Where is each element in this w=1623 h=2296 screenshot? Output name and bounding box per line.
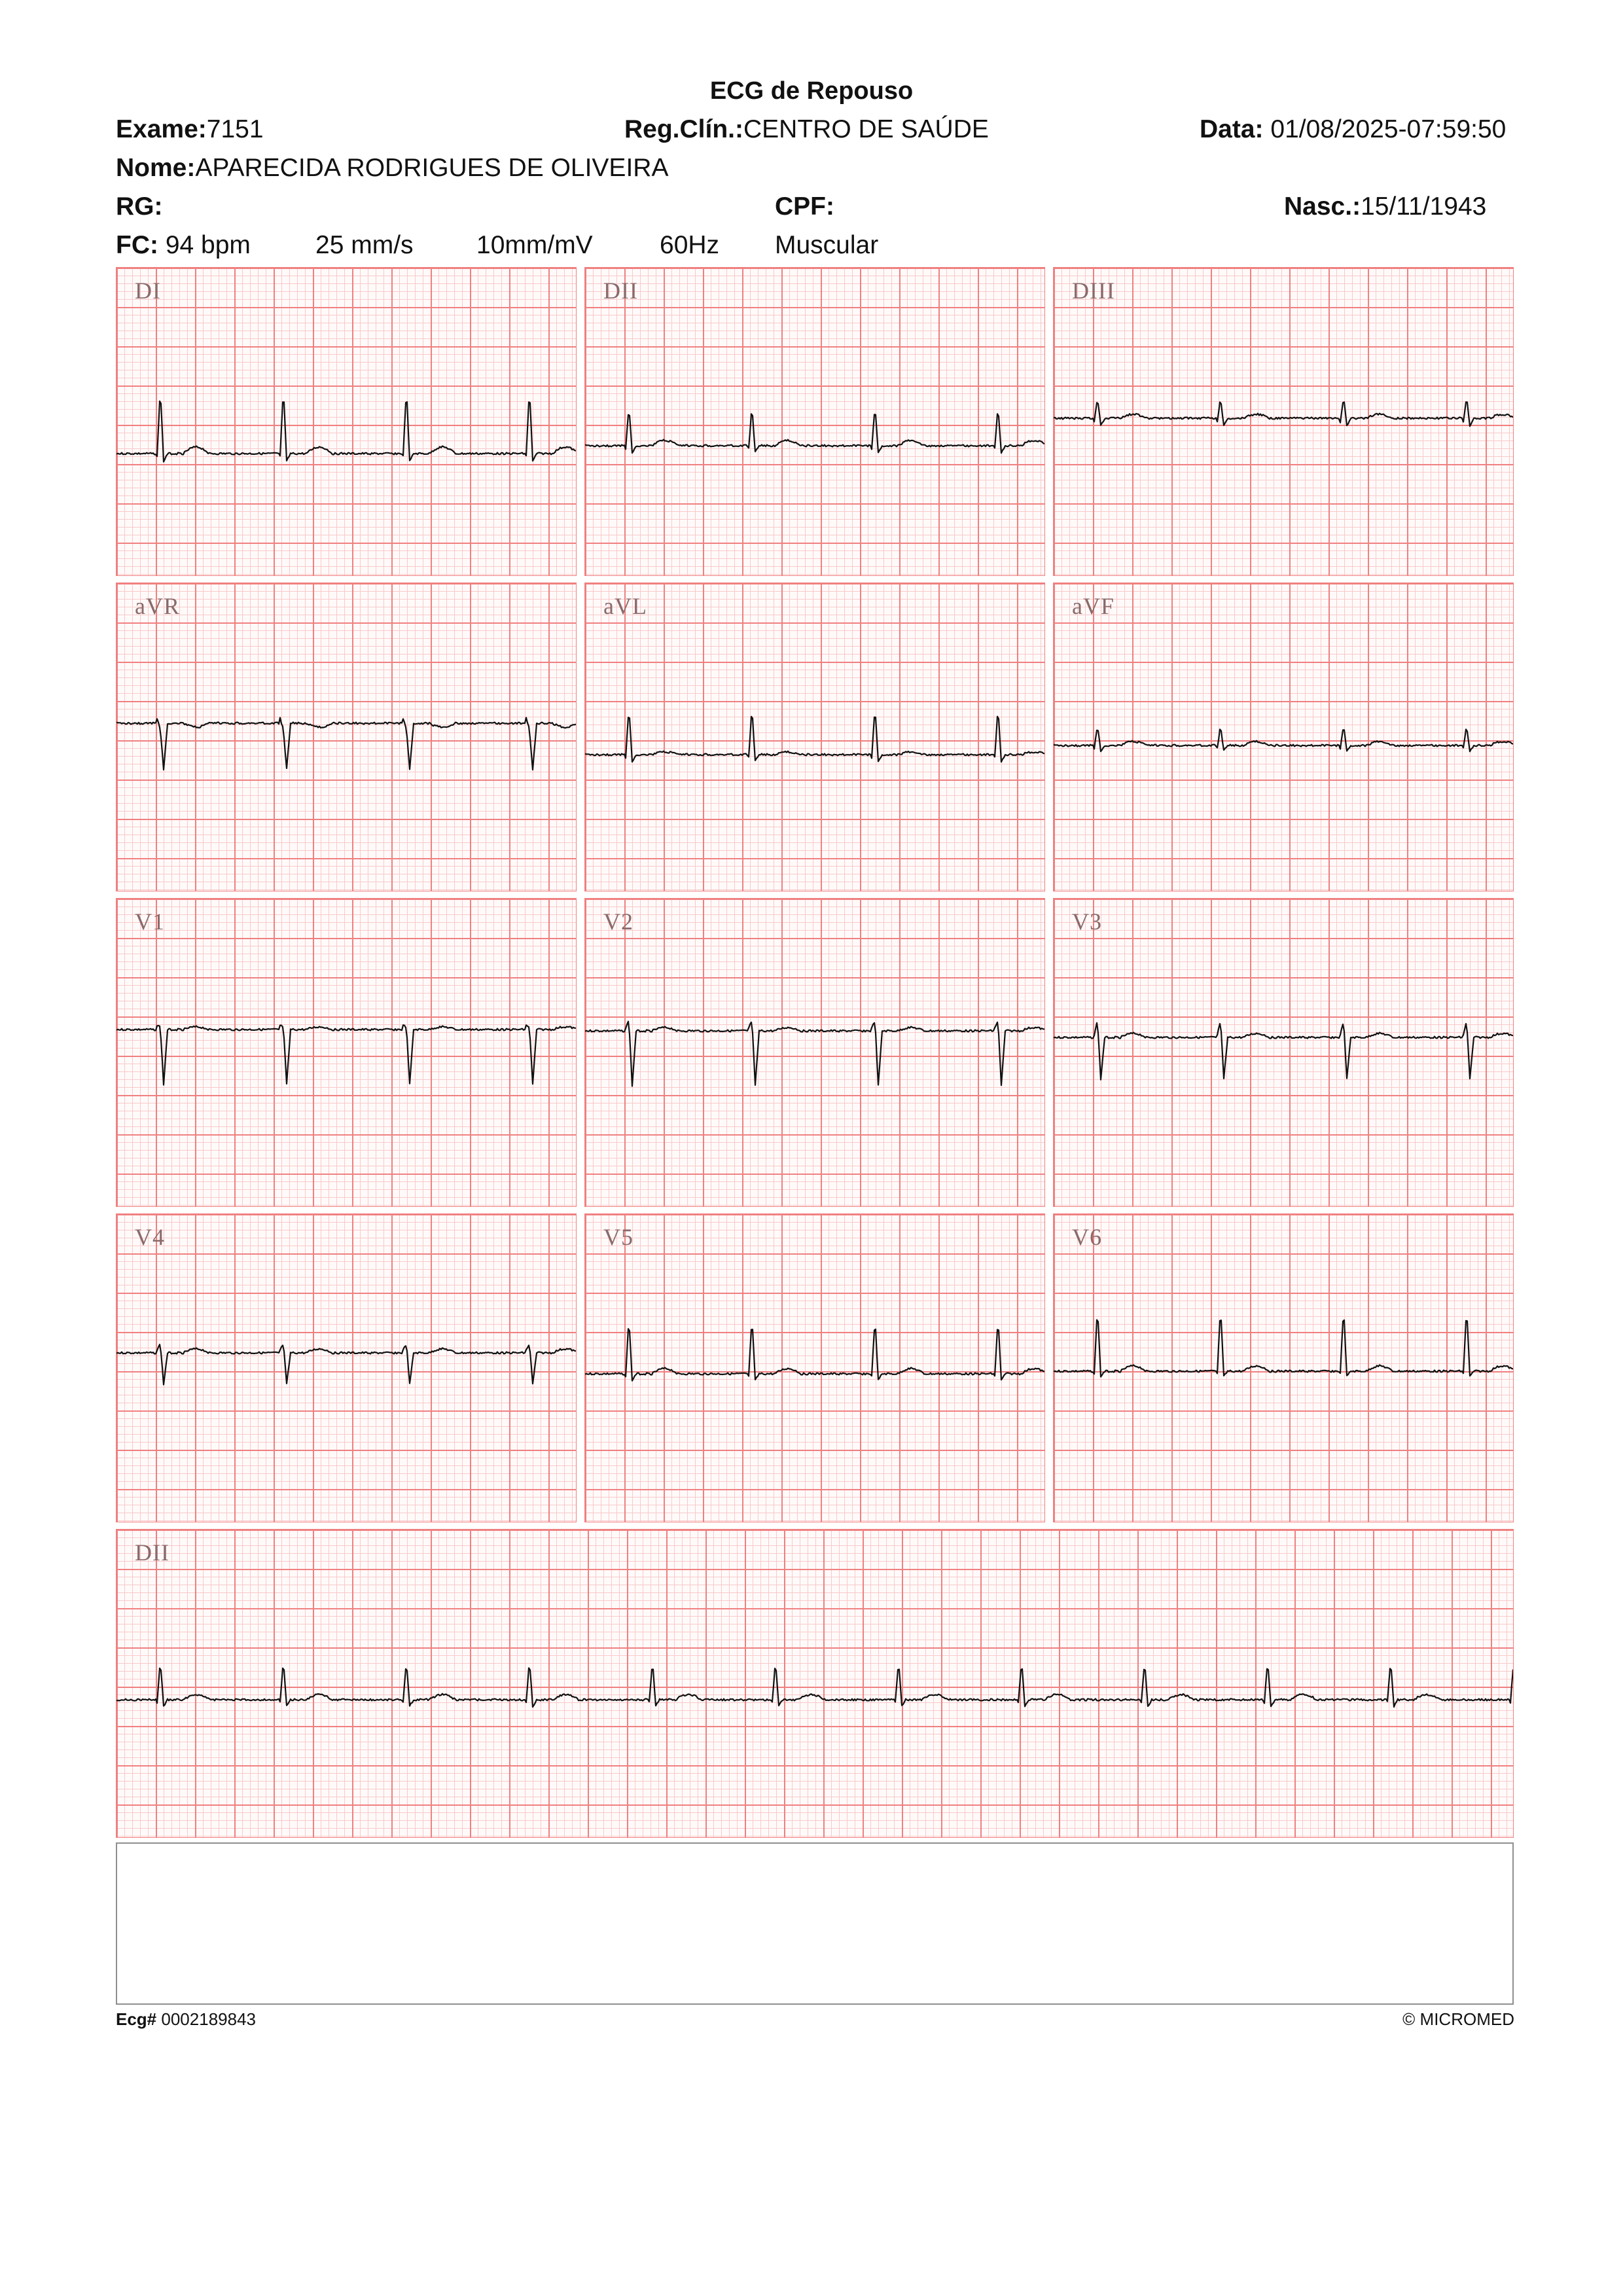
- ecg-waveform: [585, 414, 1044, 453]
- lead-panel-v4: [116, 1213, 577, 1522]
- ecg-number-value: 0002189843: [161, 2009, 256, 2029]
- lead-label-rhythm: DII: [135, 1539, 169, 1566]
- trace-v6: [1054, 1214, 1514, 1522]
- rhythm-strip-panel: [116, 1529, 1514, 1838]
- copyright-text: © MICROMED: [1402, 2009, 1514, 2029]
- heart-rate-value: 94 bpm: [165, 231, 251, 259]
- ecg-waveform: [1054, 1320, 1513, 1377]
- name-field: [116, 154, 668, 183]
- lead-label-avr: aVR: [135, 593, 180, 619]
- regclin-label: Reg.Clín.:: [624, 115, 743, 143]
- trace-dii: [585, 268, 1045, 576]
- lead-panel-dii: [584, 267, 1045, 576]
- ecg-waveform: [116, 717, 576, 770]
- gain-setting: 10mm/mV: [476, 231, 593, 259]
- cpf-field: [775, 192, 834, 221]
- lead-panel-v6: [1053, 1213, 1514, 1522]
- birth-field: [1284, 192, 1486, 221]
- date-value: 01/08/2025-07:59:50: [1270, 115, 1507, 143]
- exam-field: [116, 115, 264, 144]
- trace-v3: [1054, 899, 1514, 1207]
- lead-panel-v5: [584, 1213, 1045, 1522]
- rg-field: [116, 192, 163, 221]
- trace-v5: [585, 1214, 1045, 1522]
- name-value: APARECIDA RODRIGUES DE OLIVEIRA: [195, 154, 669, 182]
- rg-label: RG:: [116, 192, 163, 221]
- trace-avl: [585, 583, 1045, 891]
- date-label: Data:: [1200, 115, 1264, 143]
- regclin-field: [624, 115, 989, 144]
- lead-label-dii: DII: [603, 278, 638, 304]
- lead-label-diii: DIII: [1072, 278, 1115, 304]
- lead-label-v4: V4: [135, 1224, 165, 1250]
- lead-label-v3: V3: [1072, 908, 1102, 935]
- exam-label: Exame:: [116, 115, 207, 143]
- lead-panel-avr: [116, 583, 577, 891]
- trace-rhythm-dii: [116, 1530, 1514, 1838]
- ecg-waveform: [116, 1668, 1513, 1708]
- ecg-number-label: Ecg#: [116, 2009, 157, 2029]
- lead-label-avf: aVF: [1072, 593, 1115, 619]
- trace-di: [116, 268, 577, 576]
- filter-type: Muscular: [775, 231, 879, 259]
- ecg-waveform: [116, 401, 576, 462]
- trace-diii: [1054, 268, 1514, 576]
- lead-label-v1: V1: [135, 908, 165, 935]
- lead-label-v5: V5: [603, 1224, 633, 1250]
- ecg-number-field: [116, 2009, 256, 2030]
- ecg-waveform: [116, 1344, 576, 1384]
- ecg-waveform: [1054, 402, 1513, 426]
- ecg-waveform: [116, 1025, 576, 1085]
- lead-label-v2: V2: [603, 908, 633, 935]
- birth-label: Nasc.:: [1284, 192, 1361, 221]
- ecg-waveform: [585, 717, 1044, 762]
- paper-speed: 25 mm/s: [315, 231, 414, 259]
- notes-box: [116, 1842, 1514, 2005]
- trace-v4: [116, 1214, 577, 1522]
- name-label: Nome:: [116, 154, 196, 182]
- trace-avf: [1054, 583, 1514, 891]
- lead-panel-v1: [116, 898, 577, 1207]
- lead-panel-avl: [584, 583, 1045, 891]
- lead-panel-di: [116, 267, 577, 576]
- ecg-waveform: [585, 1022, 1044, 1086]
- ecg-waveform: [1054, 1023, 1513, 1080]
- report-title: ECG de Repouso: [709, 77, 914, 105]
- lead-panel-avf: [1053, 583, 1514, 891]
- trace-v2: [585, 899, 1045, 1207]
- lead-panel-v3: [1053, 898, 1514, 1207]
- lead-label-di: DI: [135, 278, 161, 304]
- birth-value: 15/11/1943: [1361, 192, 1487, 221]
- heart-rate-label: FC:: [116, 231, 158, 259]
- filter-frequency: 60Hz: [660, 231, 720, 259]
- date-field: [1200, 115, 1506, 144]
- lead-label-v6: V6: [1072, 1224, 1102, 1250]
- ecg-waveform: [1054, 729, 1513, 751]
- exam-value: 7151: [206, 115, 264, 143]
- trace-v1: [116, 899, 577, 1207]
- lead-label-avl: aVL: [603, 593, 647, 619]
- ecg-waveform: [585, 1329, 1044, 1380]
- lead-panel-diii: [1053, 267, 1514, 576]
- cpf-label: CPF:: [775, 192, 834, 221]
- regclin-value: CENTRO DE SAÚDE: [743, 115, 989, 143]
- heart-rate-field: [116, 231, 251, 260]
- lead-panel-v2: [584, 898, 1045, 1207]
- trace-avr: [116, 583, 577, 891]
